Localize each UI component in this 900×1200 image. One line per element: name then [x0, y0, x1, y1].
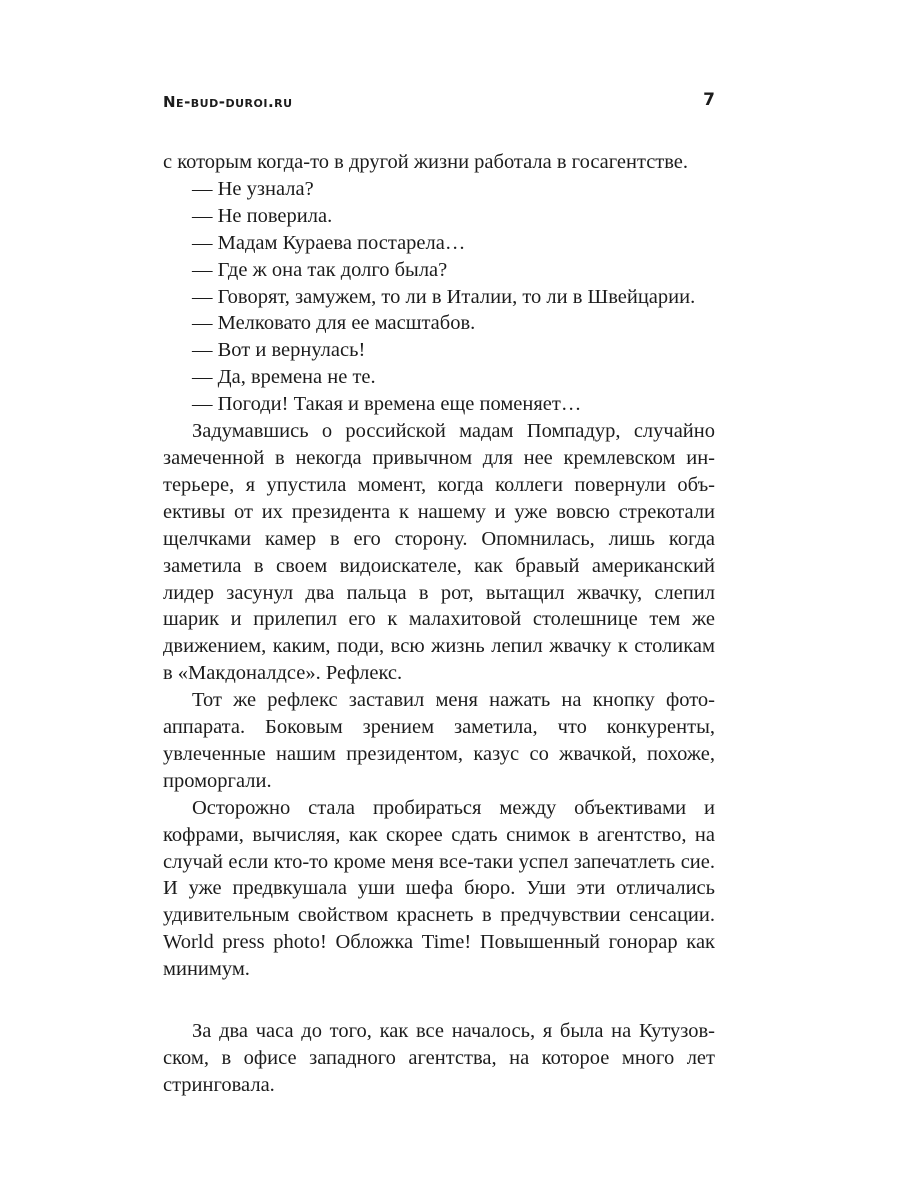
dialogue-line: — Говорят, замужем, то ли в Италии, то ли в Швейцарии. — [192, 285, 696, 308]
main-text — [163, 149, 715, 983]
dialogue-line: — Где ж она так долго была? — [192, 258, 448, 281]
dialogue-line: — Погоди! Такая и времена еще поменяет… — [192, 393, 582, 416]
dialogue-line: — Мадам Кураева постарела… — [192, 231, 466, 254]
dialogue-line: — Не поверила. — [192, 204, 333, 227]
dialogue-line: — Не узнала? — [192, 177, 314, 200]
paragraph: Осторожно стала пробираться между объективами и кофрами, вычисляя, как скорее сдать снимок в агентство, на случай если кто-то кроме меня все-таки успел запечатлеть сие. И уже предвкушала уши шефа бюро. Уши эти отличались удивительным свойством краснеть в предчувствии сенсации. World press photo! Обложка Time! Повышенный гонорар как минимум. — [163, 796, 715, 981]
dialogue-line: — Да, времена не те. — [192, 366, 376, 389]
paragraph-continuation: с которым когда-то в другой жизни работала в госагентстве. — [163, 151, 689, 173]
section-two-text — [163, 1018, 715, 1099]
page-number: 7 — [703, 90, 715, 110]
running-head: Ne-bud-duroi.ru — [163, 93, 293, 111]
dialogue-line: — Мелковато для ее масштабов. — [192, 312, 476, 335]
dialogue-line: — Вот и вернулась! — [192, 339, 366, 362]
paragraph: За два часа до того, как все началось, я была на Кутузовском, в офисе западного агентства, на которое много лет стринговала. — [163, 1020, 715, 1096]
paragraph: Задумавшись о российской мадам Помпадур, случайно замеченной в некогда привычном для нее кремлевском интерьере, я упустила момент, когда коллеги повернули объективы от их президента к нашему и уже вовсю стрекотали щелчками камер в его сторону. Опомнилась, лишь когда заметила в своем видоискателе, как бравый американский лидер засунул два пальца в рот, вытащил жвачку, слепил шарик и прилепил его к малахитовой столешнице тем же движением, каким, поди, всю жизнь лепил жвачку к столикам в «Макдоналдсе». Рефлекс. — [163, 420, 715, 685]
paragraph: Тот же рефлекс заставил меня нажать на кнопку фотоаппарата. Боковым зрением заметила, что конкуренты, увлеченные нашим президентом, казус со жвачкой, похоже, проморгали. — [163, 689, 715, 792]
